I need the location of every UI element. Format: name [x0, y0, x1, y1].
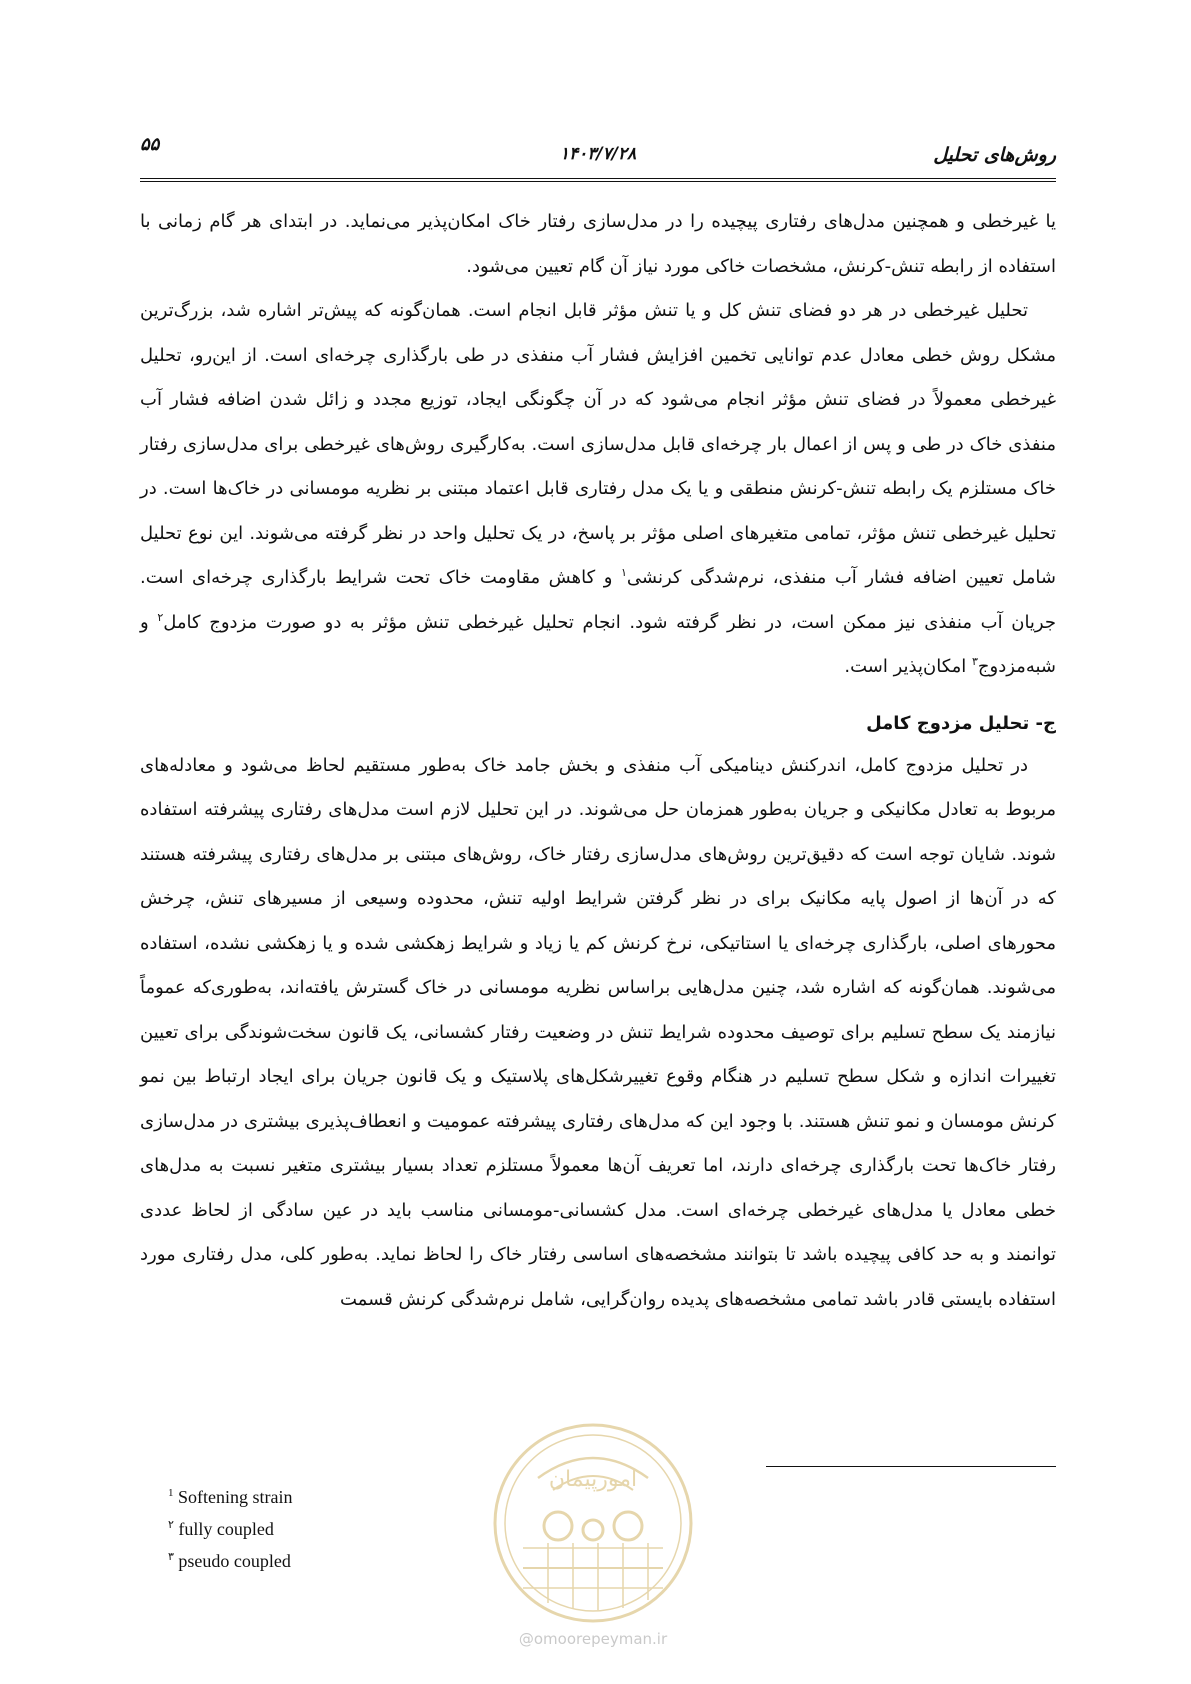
footnote-divider — [766, 1466, 1056, 1467]
footnote-mark: ۳ — [168, 1551, 174, 1563]
watermark-logo-text: امورپیمان — [548, 1467, 638, 1492]
footnote-mark: ۲ — [168, 1519, 174, 1531]
footnote-text: Softening strain — [178, 1487, 293, 1507]
page-number: ۵۵ — [140, 134, 160, 155]
header-date: ۱۴۰۳/۷/۲۸ — [559, 144, 637, 164]
footnote-item — [168, 1479, 293, 1511]
footnote-text: fully coupled — [178, 1519, 274, 1539]
paragraph-2-text-4: امکان‌پذیر است. — [844, 656, 972, 677]
footnote-item — [168, 1543, 293, 1575]
footnote-mark: 1 — [168, 1487, 174, 1499]
watermark-logo — [478, 1418, 708, 1658]
footnote-ref-2: ۲ — [157, 610, 164, 624]
footnote-ref-3: ۳ — [972, 655, 978, 668]
watermark-url: @omoorepeyman.ir — [518, 1630, 668, 1648]
footnote-item — [168, 1511, 293, 1543]
page-header — [140, 128, 1056, 172]
header-divider — [140, 178, 1056, 182]
paragraph-2-text-1: تحلیل غیرخطی در هر دو فضای تنش کل و یا تنش مؤثر قابل انجام است. همان‌گونه که پیش‌تر اشاره شد، بزرگ‌ترین مشکل روش خطی معادل عدم توانایی تخمین افزایش فشار آب منفذی در طی بارگذاری چرخه‌ای است. از این‌رو، تحلیل غیرخطی معمولاً در فضای تنش مؤثر انجام می‌شود که در آن چگونگی ایجاد، توزیع مجدد و زائل شدن اضافه فشار آب منفذی خاک در طی و پس از اعمال بار چرخه‌ای قابل مدل‌سازی است. به‌کارگیری روش‌های غیرخطی برای مدل‌سازی رفتار خاک مستلزم یک رابطه تنش-کرنش منطقی و یا یک مدل رفتاری قابل اعتماد مبتنی بر نظریه مومسانی در خاک‌ها است. در تحلیل غیرخطی تنش مؤثر، تمامی متغیرهای اصلی مؤثر بر پاسخ، در یک تحلیل واحد در نظر گرفته می‌شوند. این نوع تحلیل شامل تعیین اضافه فشار آب منفذی، نرم‌شدگی کرنشی — [140, 300, 1057, 588]
body-text — [140, 200, 1056, 1322]
footnotes — [168, 1479, 293, 1575]
footnote-text: pseudo coupled — [178, 1551, 291, 1571]
paragraph-2 — [140, 289, 1056, 690]
paragraph-2-text-3: و شبه‌مزدوج — [140, 611, 1056, 677]
section-heading: ج- تحلیل مزدوج کامل — [866, 712, 1056, 734]
seal-icon — [478, 1418, 708, 1628]
paragraph-2-text-2: و کاهش مقاومت خاک تحت شرایط بارگذاری چرخه‌ای است. جریان آب منفذی نیز ممکن است، در نظر گرفته شود. انجام تحلیل غیرخطی تنش مؤثر به دو صورت مزدوج کامل — [140, 567, 1056, 633]
running-title: روش‌های تحلیل — [933, 144, 1056, 166]
paragraph-3: در تحلیل مزدوج کامل، اندرکنش دینامیکی آب منفذی و بخش جامد خاک به‌طور مستقیم لحاظ می‌شود و معادله‌های مربوط به تعادل مکانیکی و جریان به‌طور همزمان حل می‌شوند. در این تحلیل لازم است مدل‌های رفتاری پیشرفته استفاده شوند. شایان توجه است که دقیق‌ترین روش‌های مدل‌سازی رفتار خاک، روش‌های مبتنی بر مدل‌های رفتاری پیشرفته هستند که در آن‌ها از اصول پایه مکانیک برای در نظر گرفتن شرایط اولیه تنش، محدوده وسیعی از مسیرهای تنش، چرخش محورهای اصلی، بارگذاری چرخه‌ای یا استاتیکی، نرخ کرنش کم یا زیاد و شرایط زهکشی شده و یا زهکشی نشده، استفاده می‌شوند. همان‌گونه که اشاره شد، چنین مدل‌هایی براساس نظریه مومسانی در خاک گسترش یافته‌اند، به‌طوری‌که عموماً نیازمند یک سطح تسلیم برای توصیف محدوده شرایط تنش در وضعیت رفتار کشسانی، یک قانون سخت‌شوندگی برای تعیین تغییرات اندازه و شکل سطح تسلیم در هنگام وقوع تغییرشکل‌های پلاستیک و یک قانون جریان برای ایجاد ارتباط بین نمو کرنش مومسان و نمو تنش هستند. با وجود این که مدل‌های رفتاری پیشرفته عمومیت و انعطاف‌پذیری بیشتری در مدل‌سازی رفتار خاک‌ها تحت بارگذاری چرخه‌ای دارند، اما تعریف آن‌ها معمولاً مستلزم تعداد بسیار بیشتری متغیر نسبت به مدل‌های خطی معادل یا مدل‌های غیرخطی چرخه‌ای است. مدل کشسانی-مومسانی مناسب باید در عین سادگی از لحاظ عددی توانمند و به حد کافی پیچیده باشد تا بتوانند مشخصه‌های اساسی رفتار خاک را لحاظ نماید. به‌طور کلی، مدل رفتاری مورد استفاده بایستی قادر باشد تمامی مشخصه‌های پدیده روان‌گرایی، شامل نرم‌شدگی کرنش قسمت — [140, 754, 1056, 1310]
footnote-ref-1: ۱ — [620, 566, 627, 579]
paragraph-1: یا غیرخطی و همچنین مدل‌های رفتاری پیچیده را در مدل‌سازی رفتار خاک امکان‌پذیر می‌نماید. در ابتدای هر گام زمانی با استفاده از رابطه تنش-کرنش، مشخصات خاکی مورد نیاز آن گام تعیین می‌شود. — [140, 211, 1056, 277]
